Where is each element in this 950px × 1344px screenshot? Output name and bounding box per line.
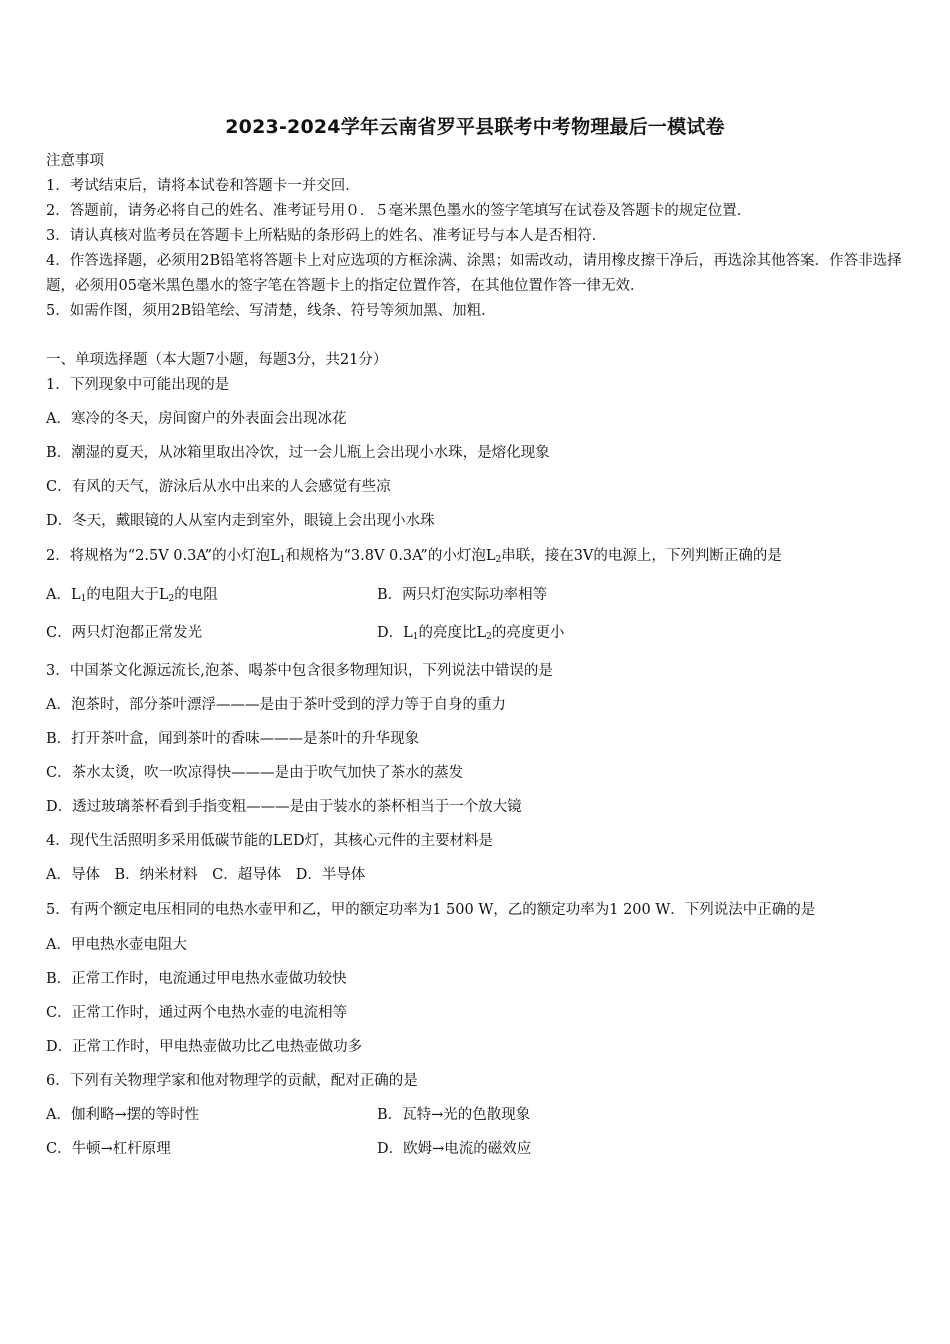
question-1-option-b: B．潮湿的夏天，从冰箱里取出冷饮，过一会儿瓶上会出现小水珠，是熔化现象 xyxy=(46,445,550,461)
section-heading: 一、单项选择题（本大题7小题，每题3分，共21分） xyxy=(46,352,388,368)
questions-area xyxy=(46,368,916,1166)
question-3-option-c: C．茶水太烫，吹一吹凉得快———是由于吹气加快了茶水的蒸发 xyxy=(46,765,464,781)
question-5-stem: 5．有两个额定电压相同的电热水壶甲和乙，甲的额定功率为1 500 W，乙的额定功率为1 200 W．下列说法中正确的是 xyxy=(46,902,816,918)
notice-item: 3．请认真核对监考员在答题卡上所粘贴的条形码上的姓名、准考证号与本人是否相符． xyxy=(46,228,607,244)
question-2-option-a: A．$L_1$的电阻大于$L_2$的电阻 xyxy=(46,587,218,604)
question-5-option-c: C．正常工作时，通过两个电热水壶的电流相等 xyxy=(46,1005,348,1021)
notice-item: 4．作答选择题，必须用2B铅笔将答题卡上对应选项的方框涂满、涂黑；如需改动，请用橡皮擦干净后，再选涂其他答案．作答非选择题，必须用05毫米黑色墨水的签字笔在答题卡上的指定位置作答，在其他位置作答一律无效． xyxy=(46,253,902,294)
question-6-options-row-1 xyxy=(46,1098,916,1132)
question-6-option-c: C．牛顿→杠杆原理 xyxy=(46,1141,171,1157)
question-2-option-b: B．两只灯泡实际功率相等 xyxy=(377,587,548,603)
notice-item: 5．如需作图，须用2B铅笔绘、写清楚，线条、符号等须加黑、加粗． xyxy=(46,303,496,319)
question-6-options-row-2 xyxy=(46,1132,916,1166)
notice-heading: 注意事项 xyxy=(46,153,104,169)
notice-item: 2．答题前，请务必将自己的姓名、准考证号用０．５毫米黑色墨水的签字笔填写在试卷及答题卡的规定位置． xyxy=(46,203,752,219)
question-6-option-a: A．伽利略→摆的等时性 xyxy=(46,1107,200,1123)
question-3-option-b: B．打开茶叶盒，闻到茶叶的香味———是茶叶的升华现象 xyxy=(46,731,420,747)
question-4-options: A．导体 B．纳米材料 C．超导体 D．半导体 xyxy=(46,867,366,883)
question-3-option-a: A．泡茶时，部分茶叶漂浮———是由于茶叶受到的浮力等于自身的重力 xyxy=(46,697,506,713)
question-1-option-d: D．冬天，戴眼镜的人从室内走到室外，眼镜上会出现小水珠 xyxy=(46,513,435,529)
question-4-stem: 4．现代生活照明多采用低碳节能的LED灯，其核心元件的主要材料是 xyxy=(46,833,494,849)
question-2-options-row-2 xyxy=(46,616,916,654)
exam-title: 2023-2024学年云南省罗平县联考中考物理最后一模试卷 xyxy=(225,116,725,138)
question-2-options-row-1 xyxy=(46,578,916,616)
question-6-option-b: B．瓦特→光的色散现象 xyxy=(377,1107,531,1123)
question-2-option-d: D．$L_1$的亮度比$L_2$的亮度更小 xyxy=(377,625,565,642)
question-1-option-a: A．寒冷的冬天，房间窗户的外表面会出现冰花 xyxy=(46,411,347,427)
notice-section xyxy=(46,149,916,324)
question-5-option-a: A．甲电热水壶电阻大 xyxy=(46,937,187,953)
question-2-stem: 2．将规格为“2.5V 0.3A”的小灯泡$L_1$和规格为“3.8V 0.3A”的小灯泡$L_2$串联，接在3V的电源上，下列判断正确的是 xyxy=(46,548,782,565)
question-5-option-b: B．正常工作时，电流通过甲电热水壶做功较快 xyxy=(46,971,347,987)
question-3-option-d: D．透过玻璃茶杯看到手指变粗———是由于装水的茶杯相当于一个放大镜 xyxy=(46,799,522,815)
question-6-stem: 6．下列有关物理学家和他对物理学的贡献，配对正确的是 xyxy=(46,1073,418,1089)
question-5-option-d: D．正常工作时，甲电热壶做功比乙电热壶做功多 xyxy=(46,1039,363,1055)
question-2-option-c: C．两只灯泡都正常发光 xyxy=(46,625,203,641)
question-6-option-d: D．欧姆→电流的磁效应 xyxy=(377,1141,532,1157)
question-1-stem: 1．下列现象中可能出现的是 xyxy=(46,377,230,393)
question-1-option-c: C．有风的天气，游泳后从水中出来的人会感觉有些凉 xyxy=(46,479,391,495)
question-3-stem: 3．中国茶文化源远流长,泡茶、喝茶中包含很多物理知识，下列说法中错误的是 xyxy=(46,663,553,679)
notice-item: 1．考试结束后，请将本试卷和答题卡一并交回． xyxy=(46,178,360,194)
